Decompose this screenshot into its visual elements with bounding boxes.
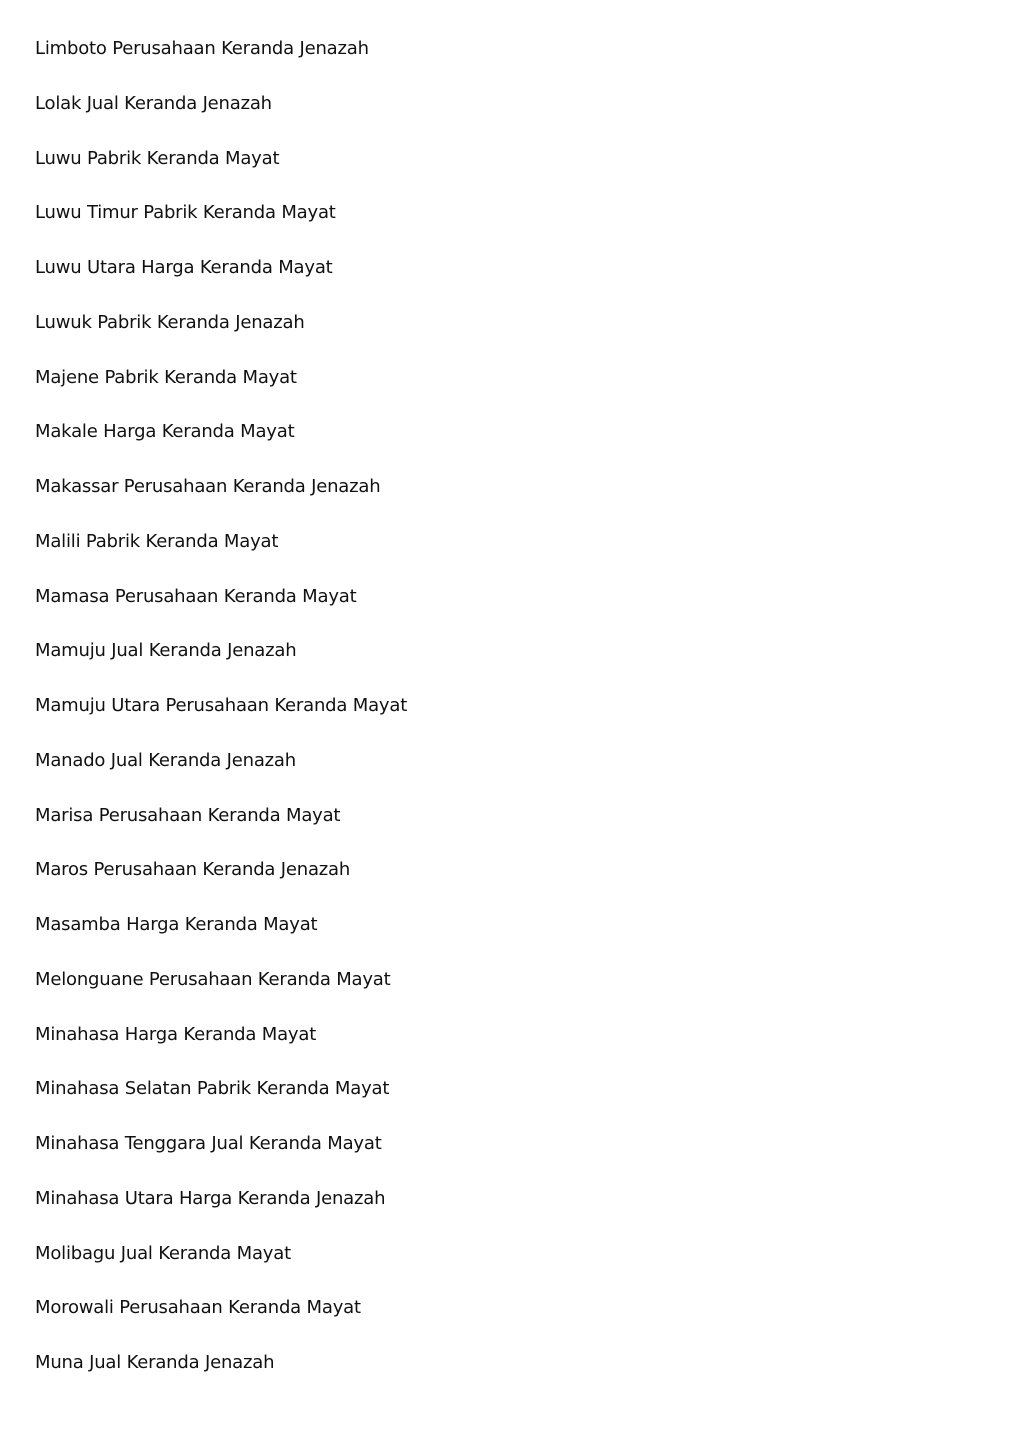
text-line: Minahasa Tenggara Jual Keranda Mayat <box>35 1133 382 1154</box>
text-line: Mamuju Utara Perusahaan Keranda Mayat <box>35 695 408 716</box>
text-line: Lolak Jual Keranda Jenazah <box>35 92 272 114</box>
text-line: Molibagu Jual Keranda Mayat <box>35 1242 291 1264</box>
text-line: Makale Harga Keranda Mayat <box>35 421 295 443</box>
text-line-list <box>35 37 407 1406</box>
text-line: Luwu Utara Harga Keranda Mayat <box>35 257 333 278</box>
text-line: Mamasa Perusahaan Keranda Mayat <box>35 585 357 607</box>
text-line: Melonguane Perusahaan Keranda Mayat <box>35 968 391 990</box>
text-line: Mamuju Jual Keranda Jenazah <box>35 640 297 662</box>
text-line: Limboto Perusahaan Keranda Jenazah <box>35 38 369 59</box>
text-line: Manado Jual Keranda Jenazah <box>35 749 296 771</box>
text-line: Marisa Perusahaan Keranda Mayat <box>35 804 341 826</box>
text-line: Majene Pabrik Keranda Mayat <box>35 366 297 388</box>
text-line: Muna Jual Keranda Jenazah <box>35 1352 275 1373</box>
text-line: Minahasa Utara Harga Keranda Jenazah <box>35 1187 386 1209</box>
text-line: Masamba Harga Keranda Mayat <box>35 914 318 935</box>
text-line: Luwu Pabrik Keranda Mayat <box>35 147 280 169</box>
text-line: Makassar Perusahaan Keranda Jenazah <box>35 476 381 497</box>
text-line: Minahasa Selatan Pabrik Keranda Mayat <box>35 1078 390 1100</box>
text-line: Luwuk Pabrik Keranda Jenazah <box>35 311 305 333</box>
text-line: Morowali Perusahaan Keranda Mayat <box>35 1297 361 1319</box>
text-line: Luwu Timur Pabrik Keranda Mayat <box>35 202 336 224</box>
text-line: Maros Perusahaan Keranda Jenazah <box>35 859 351 881</box>
text-line: Malili Pabrik Keranda Mayat <box>35 530 279 552</box>
text-line: Minahasa Harga Keranda Mayat <box>35 1023 317 1045</box>
